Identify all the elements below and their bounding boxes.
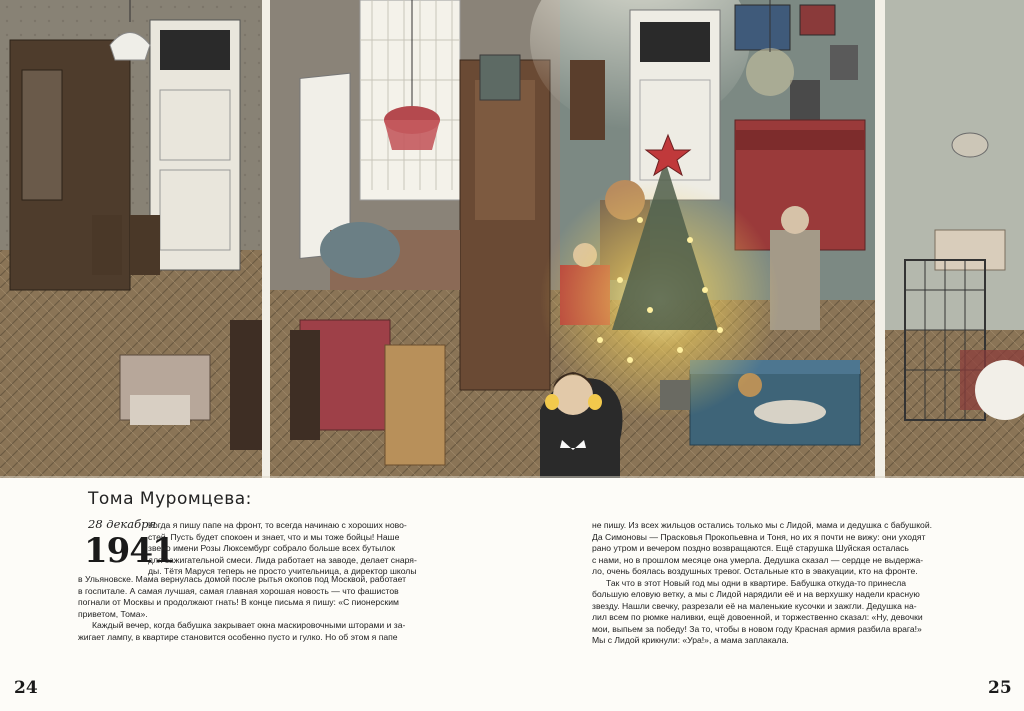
left-paragraph-1-continued: в Ульяновске. Мама вернулась домой после рытья окопов под Москвой, работает в госпитале. А самая лучшая, самая главная хорошая новость — что фашистов погнали от Москвы и продолжают гнать! В конце письма я пишу: «С пионерским приветом, Тома». [78, 574, 407, 619]
page-number-right: 25 [988, 678, 1012, 698]
left-column-top [148, 520, 444, 578]
entry-date: 28 декабря [88, 517, 157, 531]
left-column-bottom [78, 574, 444, 643]
right-room [885, 0, 1024, 478]
left-paragraph-2: Каждый вечер, когда бабушка закрывает окна маскировочными шторами и за- жигает лампу, в квартире становится особенно пусто и гулко. Но об этом я папе [78, 620, 406, 642]
left-room [0, 0, 262, 478]
right-column [592, 520, 942, 647]
left-paragraph-1: Когда я пишу папе на фронт, то всегда начинаю с хороших ново- стей. Пусть будет спокоен и знает, что и мы тоже бойцы! Наше звено имени Розы Люксембург собрало больше всех бутылок для зажигательной смеси. Лида работает на заводе, делает снаря- ды. Тётя Маруся теперь не просто учительница, а директор школы [148, 520, 417, 576]
entry-year: 1941 [84, 531, 175, 571]
diary-author-heading: Тома Муромцева: [88, 489, 252, 509]
right-paragraph-2: Так что в этот Новый год мы одни в квартире. Бабушка откуда-то принесла большую еловую ветку, а мы с Лидой нарядили её и на верхушку надели красную звезду. Нашли свечку, разрезали её на маленькие кусочки и зажгли. Дедушка на- лил всем по рюмке наливки, ещё довоенной, и торжественно сказал: «Ну, девочки мои, выпьем за победу! За то, чтобы в новом году Красная армия разбила врага!» Мы с Лидой крикнули: «Ура!», а мама заплакала. [592, 577, 923, 645]
right-paragraph-1: не пишу. Из всех жильцов остались только мы с Лидой, мама и дедушка с бабушкой. Да Симоновы — Прасковья Прокопьевна и Тоня, но их я почти не вижу: они уходят рано утром и вечером поздно возвращаются. Ещё старушка Шуйская осталась с нами, но в прошлом месяце она умерла. Дедушка сказал — сердце не выдержа- ло, очень боялась воздушных тревог. Остальные кто в эвакуации, кто на фронте. [592, 520, 933, 576]
page-number-left: 24 [14, 678, 38, 698]
